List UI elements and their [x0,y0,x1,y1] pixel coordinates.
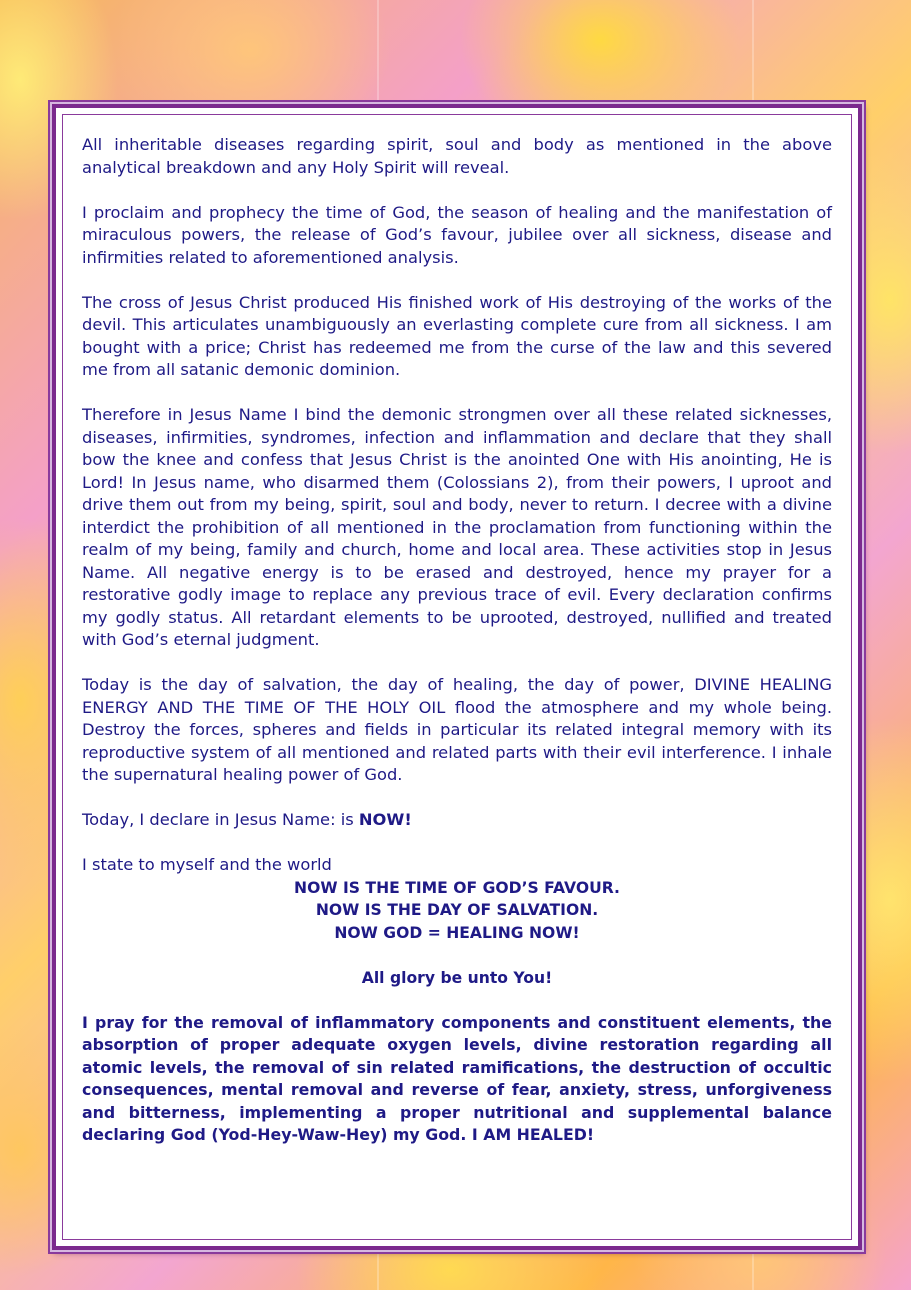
declaration-healing: NOW GOD = HEALING NOW! [334,923,580,942]
declaration-salvation: NOW IS THE DAY OF SALVATION. [315,901,599,919]
background-seam [377,0,379,104]
declaration-favour: NOW IS THE TIME OF GOD’S FAVOUR. [294,878,620,897]
paragraph-proclamation: I proclaim and prophecy the time of God, the season of healing and the manifestation of miraculous powers, the release of God’s favour, jubilee over all sickness, disease and infirmities related to aforementioned analysis. [82,202,832,267]
background-seam [377,1250,379,1290]
paragraph-salvation: Today is the day of salvation, the day of healing, the day of power, DIVINE HEALING ENERGY AND THE TIME OF THE HOLY OIL flood the atmosphere and my whole being. Destroy the forces, spheres and fields in particular its related integral memory with its reproductive system of all mentioned and related parts with their evil interference. I inhale the supernatural healing power of God. [82,675,832,784]
document-panel [52,104,862,1250]
document-body [82,134,832,1169]
paragraph-binding: Therefore in Jesus Name I bind the demonic strongmen over all these related sicknesses, diseases, infirmities, syndromes, infection and inflammation and declare that they shall bow the knee and confess that Jesus Christ is the anointed One with His anointing, He is Lord! In Jesus name, who disarmed them (Colossians 2), from their powers, I uproot and drive them out from my being, spirit, soul and body, never to return. I decree with a divine interdict the prohibition of all mentioned in the proclamation from functioning within the realm of my being, family and church, home and local area. These activities stop in Jesus Name. All negative energy is to be erased and destroyed, hence my prayer for a restorative godly image to replace any previous trace of evil. Every declaration confirms my godly status. All retardant elements to be uprooted, destroyed, nullified and treated with God’s eternal judgment. [82,405,832,649]
declare-text: Today, I declare in Jesus Name: is [82,810,359,829]
paragraph-declare [82,809,832,832]
paragraph-cross: The cross of Jesus Christ produced His finished work of His destroying of the works of the devil. This articulates unambiguously an everlasting complete cure from all sickness. I am bought with a price; Christ has redeemed me from the curse of the law and this severed me from all satanic demonic dominion. [82,292,832,379]
paragraph-prayer: I pray for the removal of inflammatory components and constituent elements, the absorption of proper adequate oxygen levels, divine restoration regarding all atomic levels, the removal of sin related ramifications, the destruction of occultic consequences, mental removal and reverse of fear, anxiety, stress, unforgiveness and bitterness, implementing a proper nutritional and supplemental balance declaring God (Yod-Hey-Waw-Hey) my God. I AM HEALED! [82,1012,832,1144]
declare-now: NOW! [358,810,412,829]
glory-line: All glory be unto You! [361,968,553,987]
background-seam [752,0,754,104]
background-seam [752,1250,754,1290]
paragraph-state: I state to myself and the world [82,855,332,874]
paragraph-inheritable-diseases: All inheritable diseases regarding spirit, soul and body as mentioned in the above analytical breakdown and any Holy Spirit will reveal. [82,135,832,177]
